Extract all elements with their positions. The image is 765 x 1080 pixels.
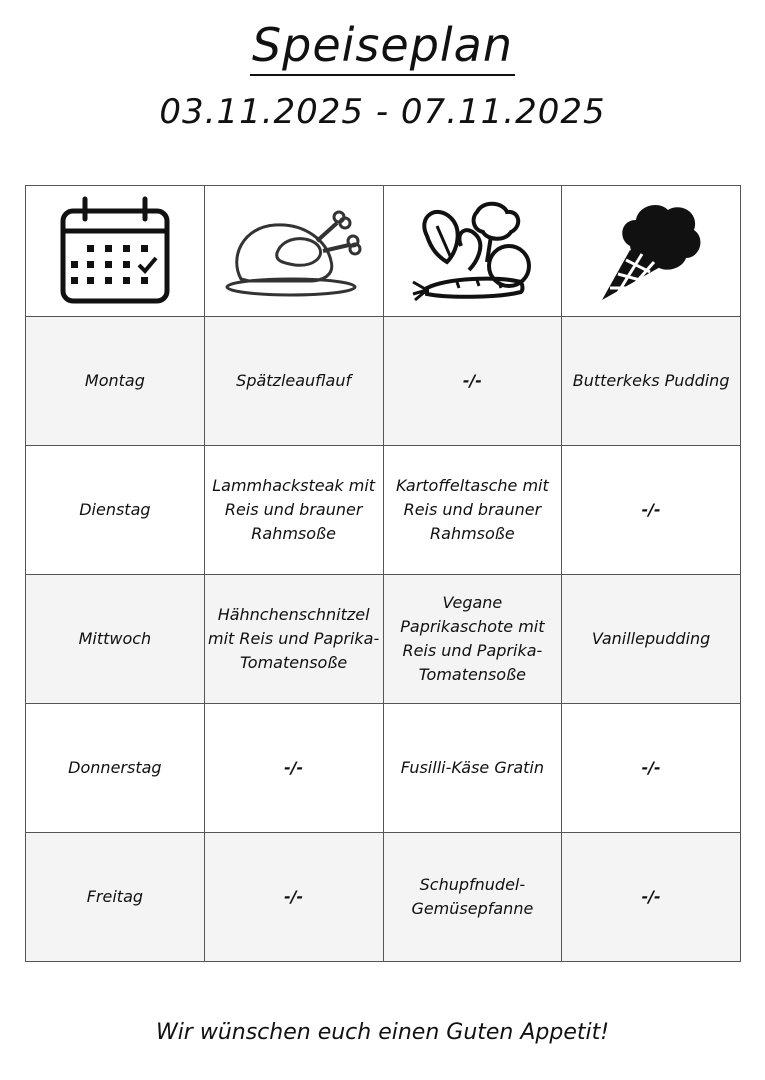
dessert-cell: Butterkeks Pudding [562, 317, 741, 446]
day-cell: Freitag [26, 833, 205, 962]
ice-cream-cone-icon [562, 186, 741, 317]
dessert-cell: -/- [562, 704, 741, 833]
row-freitag [26, 833, 741, 962]
meat-dish-cell: -/- [204, 833, 383, 962]
row-donnerstag [26, 704, 741, 833]
icon-row [26, 186, 741, 317]
vegetables-icon [383, 186, 562, 317]
day-cell: Mittwoch [26, 575, 205, 704]
row-dienstag [26, 446, 741, 575]
roast-chicken-icon [204, 186, 383, 317]
calendar-icon [26, 186, 205, 317]
dessert-cell: -/- [562, 833, 741, 962]
row-mittwoch [26, 575, 741, 704]
day-cell: Donnerstag [26, 704, 205, 833]
vegetarian-dish-cell: Schupfnudel-Gemüsepfanne [383, 833, 562, 962]
meat-dish-cell: Hähnchenschnitzel mit Reis und Paprika-Tomatensoße [204, 575, 383, 704]
meal-plan-table [25, 185, 741, 962]
day-cell: Dienstag [26, 446, 205, 575]
page-title [0, 18, 765, 72]
meat-dish-cell: -/- [204, 704, 383, 833]
day-cell: Montag [26, 317, 205, 446]
meat-dish-cell: Lammhacksteak mit Reis und brauner Rahmsoße [204, 446, 383, 575]
vegetarian-dish-cell: -/- [383, 317, 562, 446]
vegetarian-dish-cell: Fusilli-Käse Gratin [383, 704, 562, 833]
row-montag [26, 317, 741, 446]
dessert-cell: Vanillepudding [562, 575, 741, 704]
meat-dish-cell: Spätzleauflauf [204, 317, 383, 446]
vegetarian-dish-cell: Kartoffeltasche mit Reis und brauner Rahmsoße [383, 446, 562, 575]
title-text: Speiseplan [250, 18, 515, 76]
footer-message: Wir wünschen euch einen Guten Appetit! [155, 1020, 610, 1045]
dessert-cell: -/- [562, 446, 741, 575]
date-range: 03.11.2025 - 07.11.2025 [159, 92, 606, 132]
vegetarian-dish-cell: Vegane Paprikaschote mit Reis und Paprika-Tomatensoße [383, 575, 562, 704]
